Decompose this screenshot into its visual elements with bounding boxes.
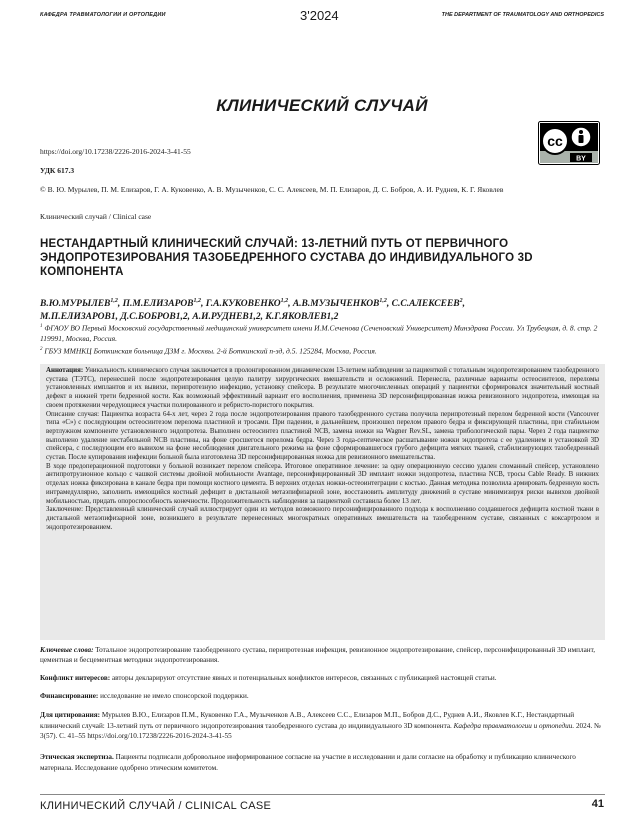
copyright-authors: © В. Ю. Мурылев, П. М. Елизаров, Г. А. Куковенко, А. В. Музыченков, С. С. Алексеев, М. П. Елизаров, Д. С. Бобров, А. И. Руднев, К. Г. Яковлев [40, 185, 504, 194]
journal-name: Кафедра травматологии и ортопедии. [453, 721, 575, 730]
footer-divider [40, 794, 605, 795]
author-name: В.Ю.МУРЫЛЕВ [40, 299, 111, 310]
section-title: КЛИНИЧЕСКИЙ СЛУЧАЙ [216, 96, 428, 115]
doi-link[interactable]: https://doi.org/10.17238/2226-2016-2024-3-41-55 [40, 147, 191, 156]
citation: Для цитирования: Мурылев В.Ю., Елизаров П.М., Куковенко Г.А., Музыченков А.В., Алексеев С.С., Елизаров М.П., Бобров Д.С., Руднев А.И., Яковлев К.Г., Нестандартный клинический случай: 13-летний путь от первичного эндопротезирования тазобедренного сустава до индивидуального 3D компонента. Кафедра травматологии и ортопедии. 2024. № 3(57). С. 41–55 https://doi.org/10.17238/2226-2016-2024-3-41-55 [40, 711, 601, 740]
article-title: НЕСТАНДАРТНЫЙ КЛИНИЧЕСКИЙ СЛУЧАЙ: 13-ЛЕТНИЙ ПУТЬ ОТ ПЕРВИЧНОГО ЭНДОПРОТЕЗИРОВАНИЯ ТАЗОБЕДРЕННОГО СУСТАВА ДО ИНДИВИДУАЛЬНОГО 3D КОМПОНЕНТА [40, 238, 533, 278]
abstract-conclusion: Заключение: Представленный клинический случай иллюстрирует один из методов возможного персонифицированного подхода к восполнению создавшегося дефицита костной ткани в дистальной метаэпифизарной зоне, возникшего в результате перенесенных многократных оперативных вмешательств на тазобедренном суставе, связанных с коксартрозом и эндопротезированием. [46, 506, 599, 531]
author-name: Г.А.КУКОВЕНКО [205, 299, 281, 310]
author-name: А.В.МУЗЫЧЕНКОВ [292, 299, 380, 310]
abstract-treatment: В ходе предоперационной подготовки у больной возникает перелом спейсера. Итоговое оперативное лечение: за одну операционную сессию удален сломанный спейсер, установлено антипротрузионное кольцо с чашкой системы двойной мобильности Avantage, персонифицированный 3D имплант ножки эндопротеза, пластина NCB, тросы Cable Ready. В нижних отделах ножка фиксирована в канале бедра при помощи костного цемента. В верхних отделах ножки-остеоинтеграции с костью. Данная методика позволила армировать бедренную кость интрамедуллярно, заполнить имеющийся костный дефицит в дистальной метаэпифизарной зоне, восстановить амплитуду движений в суставе минимизируя риски вывихов двойной мобильностью, придать опороспособность конечности. Продолжительность наблюдения за пациенткой составила более 13 лет. [46, 462, 599, 505]
ethics-statement: Этическая экспертиза. Пациенты подписали добровольное информированное согласие на участие в исследовании и дали согласие на обработку и публикацию клинического материала. Исследование одобрено этическим комитетом. [40, 753, 576, 772]
abstract-summary: Аннотация: Уникальность клинического случая заключается в пролонгированном динамическом 13-летнем наблюдении за пациенткой с тотальным эндопротезированием тазобедренного сустава (ТЭТС), перенесшей после эндопротезирования целую палитру хирургических вмешательств и осложнений. Перенесла, различные варианты остеосинтезов, переломы установленных имплантов и их вывихи, перипротезную инфекцию, установку спейсера. В результате многочисленных операций у пациентки сформировался значительный костный дефект в нижней трети бедренной кости. Как возможный эффективный вариант его восполнения, применена 3D персонифицированная ножка ревизионного эндопротеза, имеющая на своем протяжении чередующиеся участки полированного и ребристо-пористого покрытия. [46, 367, 599, 409]
cc-label: cc [547, 133, 563, 149]
conflict-of-interest: Конфликт интересов: авторы декларируют отсутствие явных и потенциальных конфликтов интересов, связанных с публикацией настоящей статьи. [40, 674, 497, 682]
affiliation-1: $^1$ ФГАОУ ВО Первый Московский государственный медицинский университет имени И.М.Сеченова (Сеченовский Университет) Минздрава России. Ул Трубецкая, д. 8. стр. 2 119991, Москва, Россия. [40, 323, 598, 343]
running-header-ru: КАФЕДРА ТРАВМАТОЛОГИИ И ОРТОПЕДИИ [40, 12, 166, 18]
by-label: BY [576, 155, 586, 163]
keywords-text: Тотальное эндопротезирование тазобедренного сустава, перипротезная инфекция, ревизионное эндопротезирование, спейсер, персонифицированный 3D имплант, цементная и бесцементная методики эндопротезирования. [40, 646, 596, 664]
keywords-label: Ключевые слова: [40, 646, 94, 654]
cc-by-license-icon [538, 121, 600, 165]
keywords [40, 645, 605, 665]
udk-code: УДК 617.3 [40, 166, 75, 175]
affiliations [40, 322, 605, 357]
page-number: 41 [591, 798, 604, 810]
affiliation-2: $^2$ ГБУЗ ММНКЦ Боткинская больница ДЗМ г. Москвы. 2-й Боткинский п-зд, д.5. 125284, Москва, Россия. [40, 346, 377, 355]
abstract [46, 367, 599, 532]
running-header-en: THE DEPARTMENT OF TRAUMATOLOGY AND ORTHOPEDICS [441, 12, 604, 18]
funding: Финансирование: исследование не имело спонсорской поддержки. [40, 692, 249, 700]
article-type: Клинический случай / Clinical case [40, 212, 152, 221]
author-line-2: М.П.ЕЛИЗАРОВ1, Д.С.БОБРОВ1,2, А.И.РУДНЕВ1,2, К.Г.ЯКОВЛЕВ1,2 [40, 312, 339, 323]
authors-list: В.Ю.МУРЫЛЕВ$^{1,2}$, П.М.ЕЛИЗАРОВ$^{1,2}$, Г.А.КУКОВЕНКО$^{1,2}$, А.В.МУЗЫЧЕНКОВ$^{1,2}$, С.С.АЛЕКСЕЕВ$^2$, М.П.ЕЛИЗАРОВ1, Д.С.БОБРОВ1,2, А.И.РУДНЕВ1,2, К.Г.ЯКОВЛЕВ1,2 [40, 298, 465, 323]
author-name: С.С.АЛЕКСЕЕВ [391, 299, 460, 310]
issue-number: 3'2024 [300, 8, 339, 23]
author-name: П.М.ЕЛИЗАРОВ [122, 299, 194, 310]
running-footer: КЛИНИЧЕСКИЙ СЛУЧАЙ / CLINICAL CASE [40, 800, 272, 812]
abstract-case-description: Описание случая: Пациентка возраста 64-х лет, через 2 года после эндопротезирования правого тазобедренного сустава получила перипротезный перелом бедренной кости (Vancouver типа «С») с последующим остеосинтезом перелома пластиной и тросами. При падении, в дальнейшем, произошел перелом правого бедра и фиксирующей пластины, при стабильном вертлужном компоненте установленного эндопротеза. Выполнен остеосинтез пластиной NCB, замена ножки на Wagner Rev.SL, замена трибологической пары. Через 2 года пациентке выполнено удаление нестабильной NCB пластины, на фоне сросшегося перелома бедра. Через 3 года-септическое расшатывание ножки эндопротеза с ее удалением и установкой 3D спейсера, с последующим его вывихом на фоне несоблюдения двигательного режима на фоне сформировавшегося грубого дефицита мягких тканей, стабилизирующих тазобедренный сустав. После купирования инфекции больной была изготовлена 3D персонифицированная ножка для ревизионного вмешательства. [46, 410, 599, 462]
